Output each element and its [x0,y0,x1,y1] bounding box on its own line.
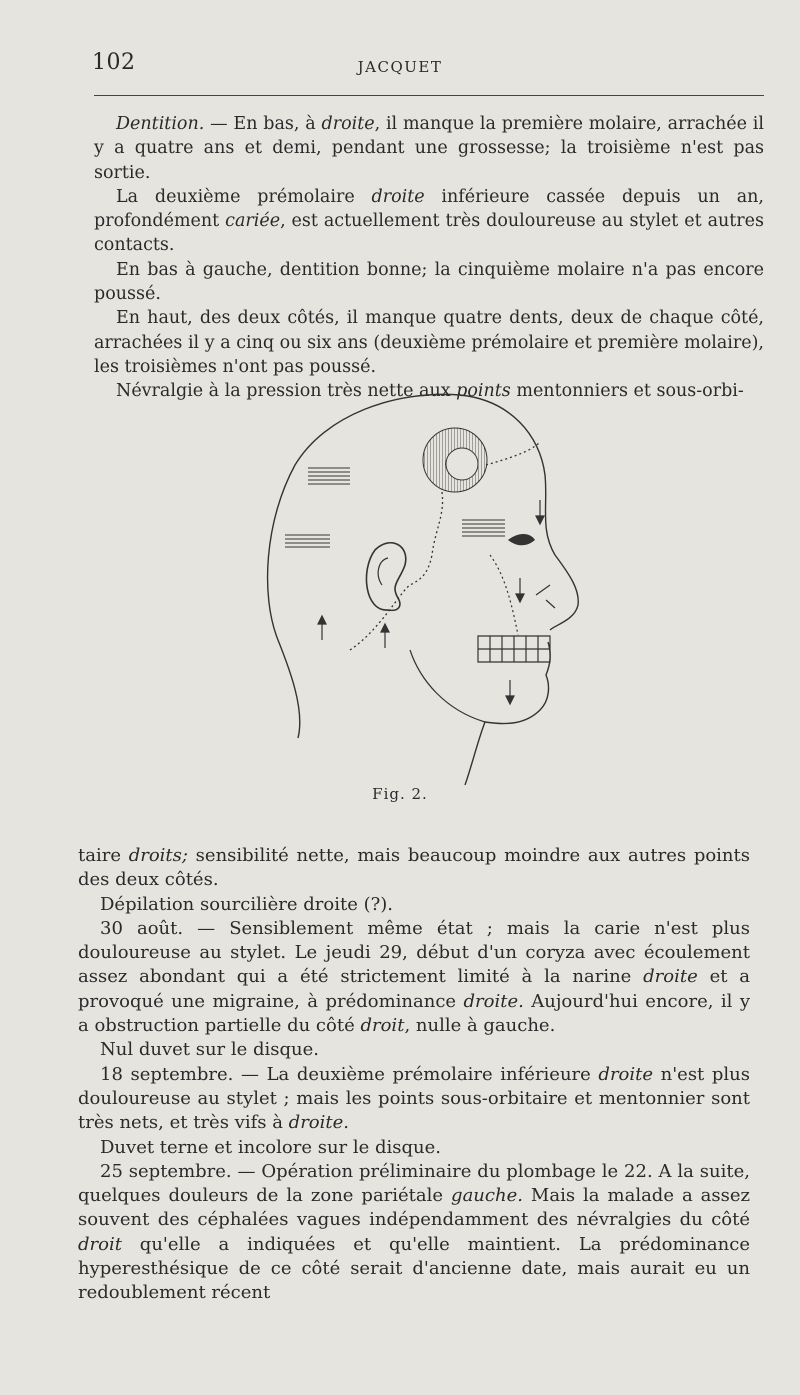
text-run: 30 août. — Sensiblement même état ; mais la carie n'est plus douloureuse au stylet. Le jeudi 29, début d'un coryza avec écoulement assez abondant qui a été strictement limité à la narine [78,917,750,988]
text-run: 18 septembre. — La deuxième prémolaire inférieure [100,1063,599,1085]
italic-text: droite. [288,1112,349,1134]
text-run: sensibilité nette, mais beaucoup moindre aux autres points des deux côtés. [78,845,750,891]
italic-text: gauche. [451,1185,523,1207]
text-run: , il manque la première molaire, arrachée il y a quatre ans et demi, pendant une grossesse; la troisième n'est pas sortie. [94,114,764,183]
text-run: Nul duvet sur le disque. [100,1039,320,1061]
hatched-bar-brow [462,520,505,536]
text-run: Duvet terne et incolore sur le disque. [100,1136,441,1158]
italic-text: droit [78,1233,122,1255]
text-run: La deuxième prémolaire [116,186,372,207]
text-run: , est actuellement très douloureuse au stylet et autres contacts. [94,211,765,256]
paragraph [94,306,764,379]
text-run: qu'elle a indiquées et qu'elle maintient. La prédominance hyperesthésique de ce côté serait d'ancienne date, mais aurait eu un redoublement récent [78,1233,750,1304]
text-run: inférieure cassée depuis un an, profondément [94,186,764,232]
text-run: et a provoqué une migraine, à prédominance [78,966,751,1012]
italic-text: droite [371,186,425,207]
italic-text: droite. [463,990,524,1012]
paragraph [94,258,764,307]
text-run: , nulle à gauche. [404,1015,556,1037]
text-run: — En bas, à [204,114,322,134]
paragraph [94,112,764,185]
text-run: 25 septembre. — Opération préliminaire du plombage le 22. A la suite, quelques douleurs de la zone pariétale [78,1160,750,1207]
italic-text: droit [360,1015,405,1037]
eye [508,534,535,545]
head-outline [268,394,579,738]
page-number: 102 [92,50,136,75]
head-profile-figure [250,380,610,800]
running-head: JACQUET [357,58,443,76]
teeth [478,636,550,662]
paragraph [78,1063,750,1136]
text-run: n'est plus douloureuse au stylet ; mais les points sous-orbitaire et mentonnier sont très nets, et très vifs à [78,1063,751,1134]
jaw-line [410,650,485,722]
text-run: Névralgie à la pression très nette aux [116,381,457,402]
italic-text: droite [598,1063,654,1085]
nose-outline [536,585,555,608]
paragraph [78,844,750,893]
header-rule [94,95,764,96]
hatched-bar-lower [285,535,330,547]
top-text-block [94,112,764,404]
paragraph [78,893,750,917]
ear-outline [366,543,405,611]
chin-outline [465,642,550,785]
italic-text: droite [321,114,375,134]
text-run: taire [78,845,129,866]
paragraph [78,1136,750,1160]
text-run: Aujourd'hui encore, il y a obstruction partielle du côté [78,990,750,1037]
paragraph [78,1160,750,1306]
bottom-text-block [78,844,750,1306]
figure-caption: Fig. 2. [372,785,428,803]
paragraph [78,1038,750,1062]
text-run: Mais la malade a assez souvent des céphalées vagues indépendamment des névralgies du côté [78,1185,750,1231]
paragraph [78,917,750,1038]
italic-text: points [456,381,511,402]
paragraph [94,185,764,258]
hatched-bar-upper [308,468,350,484]
text-run: mentonniers et sous-orbi- [510,381,744,402]
italic-text: droite [643,966,698,988]
italic-text: Dentition. [116,114,205,134]
italic-text: droits; [128,845,188,866]
text-run: Dépilation sourcilière droite (?). [100,893,393,915]
text-run: En haut, des deux côtés, il manque quatre dents, deux de chaque côté, arrachées il y a cinq ou six ans (deuxième prémolaire et première molaire), les troisièmes n'ont pas poussé. [94,308,764,377]
italic-text: cariée [225,211,281,232]
text-run: En bas à gauche, dentition bonne; la cinquième molaire n'a pas encore poussé. [94,259,764,305]
